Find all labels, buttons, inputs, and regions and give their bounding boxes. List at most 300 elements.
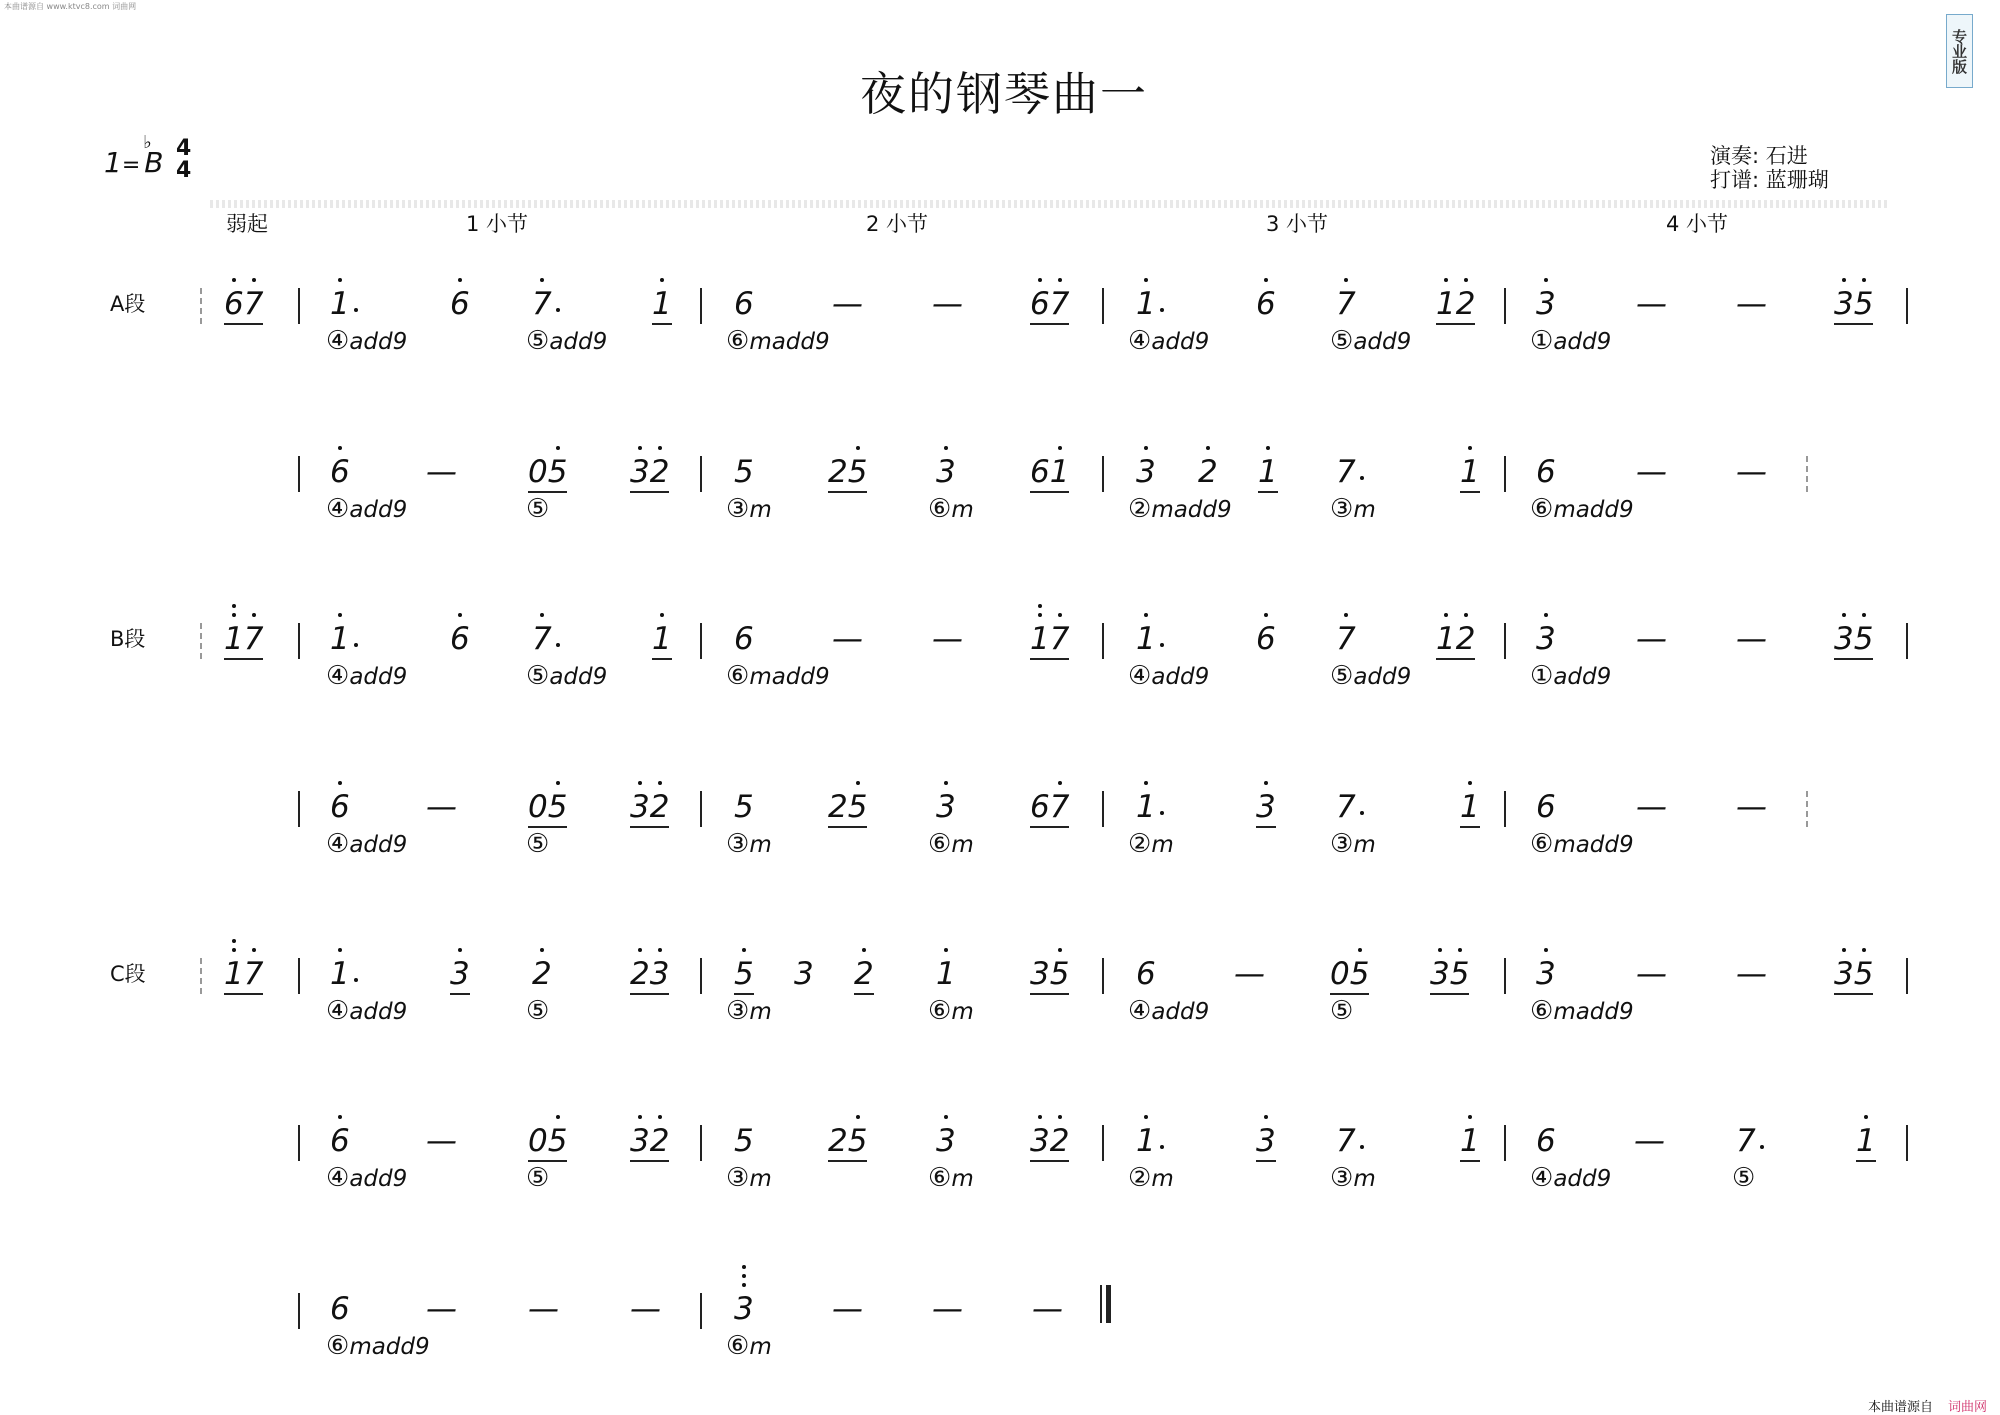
octave-dot: [1264, 781, 1268, 785]
section-label-b: B段: [110, 627, 146, 651]
note-glyph: 1: [330, 286, 350, 322]
octave-dot: [1058, 781, 1062, 785]
note-glyph: —: [1234, 956, 1265, 992]
barline: [298, 288, 300, 324]
note-glyph: 7: [1336, 1123, 1356, 1159]
chord-label: ③m: [726, 829, 772, 859]
bar-label-pickup: 弱起: [226, 212, 268, 236]
octave-dot: [556, 446, 560, 450]
section-label-c: C段: [110, 962, 146, 986]
octave-dot: [1206, 446, 1210, 450]
chord-label: ①add9: [1530, 326, 1612, 356]
octave-dot: [1038, 604, 1042, 608]
barline: [298, 456, 300, 492]
note-glyph: —: [1736, 286, 1767, 322]
note-glyph: 05: [1330, 956, 1369, 995]
note-glyph: 6: [1536, 454, 1556, 490]
note-glyph: 17: [224, 621, 263, 660]
note-glyph: 2: [854, 956, 874, 995]
note-glyph: —: [630, 1291, 661, 1327]
note-glyph: 5: [734, 1123, 754, 1159]
octave-dot: [658, 781, 662, 785]
octave-dot: [232, 948, 236, 952]
octave-dot: [638, 781, 642, 785]
octave-dot: [862, 948, 866, 952]
octave-dot: [458, 613, 462, 617]
chord-label: ⑥madd9: [726, 661, 830, 691]
note-glyph: 67: [1030, 286, 1069, 325]
octave-dot: [1862, 278, 1866, 282]
octave-dot: [1038, 278, 1042, 282]
barline: [700, 1125, 702, 1161]
note-glyph: 1: [652, 286, 672, 325]
note-glyph: 25: [828, 454, 867, 493]
note-glyph: —: [932, 286, 963, 322]
note-glyph: 6: [330, 1291, 350, 1327]
chord-label: ②m: [1128, 1163, 1174, 1193]
barline: [700, 456, 702, 492]
chord-label: ③m: [726, 996, 772, 1026]
aug-dot: [556, 643, 560, 647]
chord-label: ⑤: [1330, 996, 1354, 1026]
chord-label: ②madd9: [1128, 494, 1232, 524]
octave-dot: [458, 278, 462, 282]
note-glyph: 6: [734, 621, 754, 657]
note-glyph: 61: [1030, 454, 1069, 493]
time-signature: 4 4: [176, 136, 192, 183]
barline: [1504, 456, 1506, 492]
chord-label: ④add9: [326, 494, 408, 524]
chord-label: ③m: [1330, 1163, 1376, 1193]
note-glyph: —: [1736, 789, 1767, 825]
chord-label: ⑥madd9: [726, 326, 830, 356]
note-glyph: 5: [734, 454, 754, 490]
octave-dot: [1862, 613, 1866, 617]
note-glyph: 1: [330, 956, 350, 992]
octave-dot: [1842, 613, 1846, 617]
octave-dot: [660, 613, 664, 617]
chord-label: ④add9: [326, 661, 408, 691]
chord-label: ⑤add9: [526, 326, 608, 356]
octave-dot: [1864, 1115, 1868, 1119]
octave-dot: [856, 781, 860, 785]
note-glyph: 12: [1436, 286, 1475, 325]
barline: [298, 1293, 300, 1329]
aug-dot: [354, 643, 358, 647]
bar-label-1: 1 小节: [466, 212, 529, 236]
barline: [1102, 456, 1104, 492]
octave-dot: [232, 613, 236, 617]
note-glyph: 7: [1336, 621, 1356, 657]
chord-label: ③m: [726, 1163, 772, 1193]
note-glyph: 3: [1536, 956, 1556, 992]
octave-dot: [944, 446, 948, 450]
bar-label-3: 3 小节: [1266, 212, 1329, 236]
octave-dot: [1058, 948, 1062, 952]
barline: [1504, 791, 1506, 827]
aug-dot: [1360, 476, 1364, 480]
note-glyph: 7: [1336, 286, 1356, 322]
chord-label: ④add9: [326, 1163, 408, 1193]
barline: [1906, 288, 1908, 324]
dashed-barline: [1806, 456, 1808, 492]
bar-label-4: 4 小节: [1666, 212, 1729, 236]
octave-dot: [742, 948, 746, 952]
note-glyph: —: [832, 1291, 863, 1327]
performer-line: 演奏: 石进: [1710, 144, 1808, 168]
note-glyph: 3: [1536, 286, 1556, 322]
chord-label: ⑥m: [928, 996, 974, 1026]
octave-dot: [540, 948, 544, 952]
chord-label: ①add9: [1530, 661, 1612, 691]
final-barline-thick: [1106, 1285, 1111, 1323]
octave-dot: [856, 446, 860, 450]
chord-label: ④add9: [326, 326, 408, 356]
aug-dot: [354, 308, 358, 312]
octave-dot: [1144, 1115, 1148, 1119]
octave-dot: [1438, 948, 1442, 952]
arranger-line: 打谱: 蓝珊瑚: [1710, 168, 1829, 192]
barline: [700, 288, 702, 324]
note-glyph: 1: [1258, 454, 1278, 493]
aug-dot: [556, 308, 560, 312]
chord-label: ⑥m: [928, 494, 974, 524]
note-glyph: 5: [734, 789, 754, 825]
note-glyph: 05: [528, 1123, 567, 1162]
octave-dot: [1144, 613, 1148, 617]
footer-source: 本曲谱源自: [1868, 1400, 1934, 1415]
chord-label: ⑤: [526, 1163, 550, 1193]
chord-label: ⑤: [1732, 1163, 1756, 1193]
note-glyph: 1: [1460, 789, 1480, 828]
octave-dot: [338, 278, 342, 282]
note-glyph: —: [1636, 621, 1667, 657]
note-glyph: 6: [1536, 789, 1556, 825]
octave-dot: [1842, 278, 1846, 282]
chord-label: ⑥m: [928, 829, 974, 859]
aug-dot: [1160, 811, 1164, 815]
note-glyph: 32: [630, 1123, 669, 1162]
octave-dot: [1264, 278, 1268, 282]
note-glyph: —: [1636, 454, 1667, 490]
barline: [1504, 958, 1506, 994]
octave-dot: [1144, 781, 1148, 785]
note-glyph: 7: [532, 621, 552, 657]
octave-dot: [856, 1115, 860, 1119]
note-glyph: 6: [450, 286, 470, 322]
note-glyph: —: [426, 1291, 457, 1327]
chord-label: ⑤add9: [1330, 326, 1412, 356]
octave-dot: [1038, 613, 1042, 617]
note-glyph: 3: [450, 956, 470, 995]
octave-dot: [658, 948, 662, 952]
octave-dot: [742, 1274, 746, 1278]
note-glyph: 25: [828, 789, 867, 828]
octave-dot: [658, 1115, 662, 1119]
note-glyph: 1: [1136, 621, 1156, 657]
chord-label: ④add9: [1128, 326, 1210, 356]
barline: [298, 958, 300, 994]
octave-dot: [944, 948, 948, 952]
barline: [1504, 1125, 1506, 1161]
octave-dot: [1144, 278, 1148, 282]
note-glyph: 32: [630, 789, 669, 828]
chord-label: ⑤: [526, 996, 550, 1026]
note-glyph: 3: [1256, 1123, 1276, 1162]
note-glyph: 05: [528, 454, 567, 493]
barline: [298, 1125, 300, 1161]
octave-dot: [1544, 278, 1548, 282]
octave-dot: [338, 613, 342, 617]
note-glyph: 3: [1136, 454, 1156, 490]
note-glyph: —: [832, 621, 863, 657]
final-barline-thin: [1100, 1285, 1102, 1323]
octave-dot: [540, 613, 544, 617]
note-glyph: 67: [224, 286, 263, 325]
note-glyph: —: [1636, 789, 1667, 825]
barline: [1906, 1125, 1908, 1161]
note-glyph: 35: [1030, 956, 1069, 995]
octave-dot: [232, 939, 236, 943]
note-glyph: 32: [1030, 1123, 1069, 1162]
octave-dot: [1058, 446, 1062, 450]
octave-dot: [458, 948, 462, 952]
octave-dot: [1264, 1115, 1268, 1119]
note-glyph: 1: [1136, 286, 1156, 322]
note-glyph: 35: [1834, 956, 1873, 995]
key-signature: 1= ♭ B: [104, 132, 164, 179]
octave-dot: [338, 948, 342, 952]
note-glyph: 6: [1536, 1123, 1556, 1159]
chord-label: ④add9: [1530, 1163, 1612, 1193]
dashed-barline: [200, 958, 202, 994]
octave-dot: [556, 781, 560, 785]
chord-label: ③m: [1330, 829, 1376, 859]
note-glyph: 6: [330, 789, 350, 825]
octave-dot: [1058, 278, 1062, 282]
chord-label: ⑤: [526, 494, 550, 524]
octave-dot: [742, 1283, 746, 1287]
octave-dot: [1344, 278, 1348, 282]
dashed-barline: [200, 288, 202, 324]
note-glyph: 6: [734, 286, 754, 322]
note-glyph: —: [426, 789, 457, 825]
note-glyph: 3: [936, 789, 956, 825]
note-glyph: 1: [1136, 789, 1156, 825]
note-glyph: —: [1636, 956, 1667, 992]
octave-dot: [232, 604, 236, 608]
octave-dot: [1144, 446, 1148, 450]
barline: [700, 623, 702, 659]
octave-dot: [1058, 613, 1062, 617]
barline: [1102, 1125, 1104, 1161]
octave-dot: [252, 278, 256, 282]
octave-dot: [540, 278, 544, 282]
barline: [1102, 288, 1104, 324]
bar-label-2: 2 小节: [866, 212, 929, 236]
octave-dot: [1464, 278, 1468, 282]
chord-label: ⑤add9: [526, 661, 608, 691]
barline: [700, 958, 702, 994]
chord-label: ④add9: [1128, 996, 1210, 1026]
chord-label: ⑥madd9: [1530, 494, 1634, 524]
octave-dot: [1544, 613, 1548, 617]
note-glyph: 7: [1336, 789, 1356, 825]
footer-site: 词曲网: [1948, 1400, 1988, 1415]
octave-dot: [1468, 446, 1472, 450]
label-strip: [210, 200, 1890, 208]
note-glyph: 3: [936, 454, 956, 490]
note-glyph: —: [426, 454, 457, 490]
octave-dot: [1358, 948, 1362, 952]
octave-dot: [338, 1115, 342, 1119]
note-glyph: 1: [330, 621, 350, 657]
note-glyph: 1: [652, 621, 672, 660]
note-glyph: 67: [1030, 789, 1069, 828]
chord-label: ③m: [1330, 494, 1376, 524]
octave-dot: [638, 1115, 642, 1119]
note-glyph: —: [1032, 1291, 1063, 1327]
octave-dot: [252, 613, 256, 617]
octave-dot: [944, 1115, 948, 1119]
note-glyph: 12: [1436, 621, 1475, 660]
octave-dot: [1444, 278, 1448, 282]
note-glyph: 1: [1460, 454, 1480, 493]
barline: [1102, 623, 1104, 659]
note-glyph: —: [932, 621, 963, 657]
aug-dot: [1360, 811, 1364, 815]
note-glyph: 6: [450, 621, 470, 657]
note-glyph: —: [426, 1123, 457, 1159]
octave-dot: [1264, 613, 1268, 617]
octave-dot: [1458, 948, 1462, 952]
chord-label: ④add9: [326, 829, 408, 859]
octave-dot: [944, 781, 948, 785]
octave-dot: [658, 446, 662, 450]
barline: [1906, 623, 1908, 659]
note-glyph: 1: [1856, 1123, 1876, 1162]
note-glyph: 3: [1256, 789, 1276, 828]
note-glyph: 5: [734, 956, 754, 995]
barline: [298, 623, 300, 659]
note-glyph: 35: [1834, 286, 1873, 325]
barline: [1906, 958, 1908, 994]
barline: [298, 791, 300, 827]
octave-dot: [1464, 613, 1468, 617]
barline: [1102, 958, 1104, 994]
aug-dot: [1160, 643, 1164, 647]
chord-label: ③m: [726, 494, 772, 524]
note-glyph: 25: [828, 1123, 867, 1162]
note-glyph: 32: [630, 454, 669, 493]
octave-dot: [1038, 1115, 1042, 1119]
note-glyph: 3: [936, 1123, 956, 1159]
note-glyph: 3: [1536, 621, 1556, 657]
note-glyph: —: [932, 1291, 963, 1327]
note-glyph: —: [528, 1291, 559, 1327]
top-watermark: 本曲谱源自 www.ktvc8.com 词曲网: [4, 2, 137, 11]
page-title: 夜的钢琴曲一: [860, 67, 1148, 121]
note-glyph: 6: [1256, 621, 1276, 657]
octave-dot: [252, 948, 256, 952]
octave-dot: [1058, 1115, 1062, 1119]
aug-dot: [1160, 1145, 1164, 1149]
note-glyph: 23: [630, 956, 669, 995]
octave-dot: [1344, 613, 1348, 617]
octave-dot: [556, 1115, 560, 1119]
octave-dot: [1444, 613, 1448, 617]
note-glyph: 35: [1430, 956, 1469, 995]
barline: [1504, 288, 1506, 324]
note-glyph: —: [1736, 956, 1767, 992]
aug-dot: [1760, 1145, 1764, 1149]
octave-dot: [660, 278, 664, 282]
dashed-barline: [200, 623, 202, 659]
octave-dot: [232, 278, 236, 282]
note-glyph: 7: [1336, 454, 1356, 490]
octave-dot: [742, 1265, 746, 1269]
octave-dot: [1468, 1115, 1472, 1119]
note-glyph: 6: [1256, 286, 1276, 322]
note-glyph: 7: [1736, 1123, 1756, 1159]
aug-dot: [354, 978, 358, 982]
note-glyph: —: [1736, 454, 1767, 490]
note-glyph: 6: [330, 454, 350, 490]
octave-dot: [1544, 948, 1548, 952]
note-glyph: 1: [1136, 1123, 1156, 1159]
octave-dot: [1266, 446, 1270, 450]
chord-label: ⑥madd9: [1530, 829, 1634, 859]
aug-dot: [1160, 308, 1164, 312]
note-glyph: 1: [936, 956, 956, 992]
note-glyph: 3: [794, 956, 814, 992]
dashed-barline: [1806, 791, 1808, 827]
barline: [700, 791, 702, 827]
octave-dot: [1468, 781, 1472, 785]
note-glyph: 2: [532, 956, 552, 992]
note-glyph: —: [832, 286, 863, 322]
note-glyph: —: [1636, 286, 1667, 322]
edition-stamp: 专业版: [1946, 14, 1973, 88]
octave-dot: [1862, 948, 1866, 952]
note-glyph: 05: [528, 789, 567, 828]
note-glyph: 6: [1136, 956, 1156, 992]
note-glyph: 17: [224, 956, 263, 995]
octave-dot: [638, 948, 642, 952]
octave-dot: [338, 781, 342, 785]
note-glyph: 2: [1198, 454, 1218, 490]
chord-label: ②m: [1128, 829, 1174, 859]
chord-label: ⑥madd9: [1530, 996, 1634, 1026]
note-glyph: 17: [1030, 621, 1069, 660]
chord-label: ⑤add9: [1330, 661, 1412, 691]
note-glyph: 3: [734, 1291, 754, 1327]
chord-label: ④add9: [326, 996, 408, 1026]
barline: [700, 1293, 702, 1329]
aug-dot: [1360, 1145, 1364, 1149]
note-glyph: —: [1736, 621, 1767, 657]
barline: [1504, 623, 1506, 659]
note-glyph: —: [1634, 1123, 1665, 1159]
section-label-a: A段: [110, 292, 146, 316]
note-glyph: 1: [1460, 1123, 1480, 1162]
octave-dot: [638, 446, 642, 450]
barline: [1102, 791, 1104, 827]
chord-label: ④add9: [1128, 661, 1210, 691]
note-glyph: 35: [1834, 621, 1873, 660]
chord-label: ⑥m: [928, 1163, 974, 1193]
chord-label: ⑤: [526, 829, 550, 859]
